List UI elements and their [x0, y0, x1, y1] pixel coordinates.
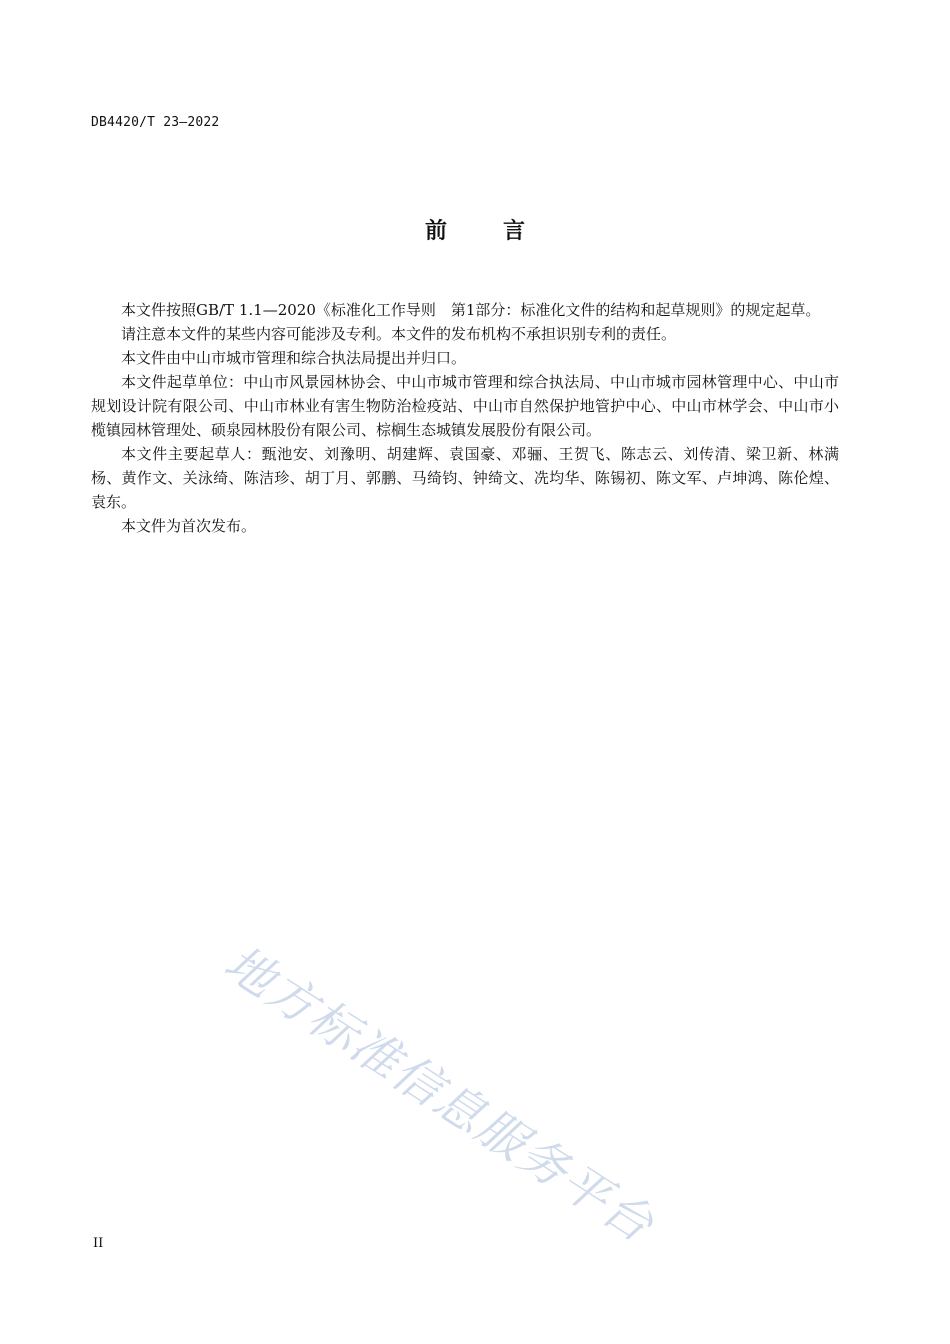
paragraph-drafting-units: 本文件起草单位：中山市风景园林协会、中山市城市管理和综合执法局、中山市城市园林管理中心、中山市规划设计院有限公司、中山市林业有害生物防治检疫站、中山市自然保护地管护中心、中山市林学会、中山市小榄镇园林管理处、硕泉园林股份有限公司、棕榈生态城镇发展股份有限公司。: [91, 373, 839, 439]
foreword-body: [91, 298, 839, 538]
paragraph-patent-notice: 请注意本文件的某些内容可能涉及专利。本文件的发布机构不承担识别专利的责任。: [121, 325, 677, 343]
title-char-1: 前: [424, 219, 447, 244]
paragraph-proposer: 本文件由中山市城市管理和综合执法局提出并归口。: [121, 349, 467, 367]
page-title: [0, 214, 950, 245]
paragraph-drafters: 本文件主要起草人：甄池安、刘豫明、胡建辉、袁国豪、邓骊、王贺飞、陈志云、刘传清、梁卫新、林满杨、黄作文、关泳绮、陈洁珍、胡丁月、郭鹏、马绮钧、钟绮文、冼均华、陈锡初、陈文军、卢坤鸿、陈伦煌、袁东。: [91, 445, 839, 511]
paragraph-drafting-rules: 本文件按照GB/T 1.1—2020《标准化工作导则 第1部分：标准化文件的结构和起草规则》的规定起草。: [121, 301, 821, 319]
watermark: 地方标准信息服务平台: [214, 934, 665, 1255]
paragraph-first-release: 本文件为首次发布。: [121, 517, 257, 535]
title-char-2: 言: [503, 219, 526, 244]
document-code: DB4420/T 23—2022: [91, 115, 220, 130]
page-number: II: [93, 1236, 104, 1251]
